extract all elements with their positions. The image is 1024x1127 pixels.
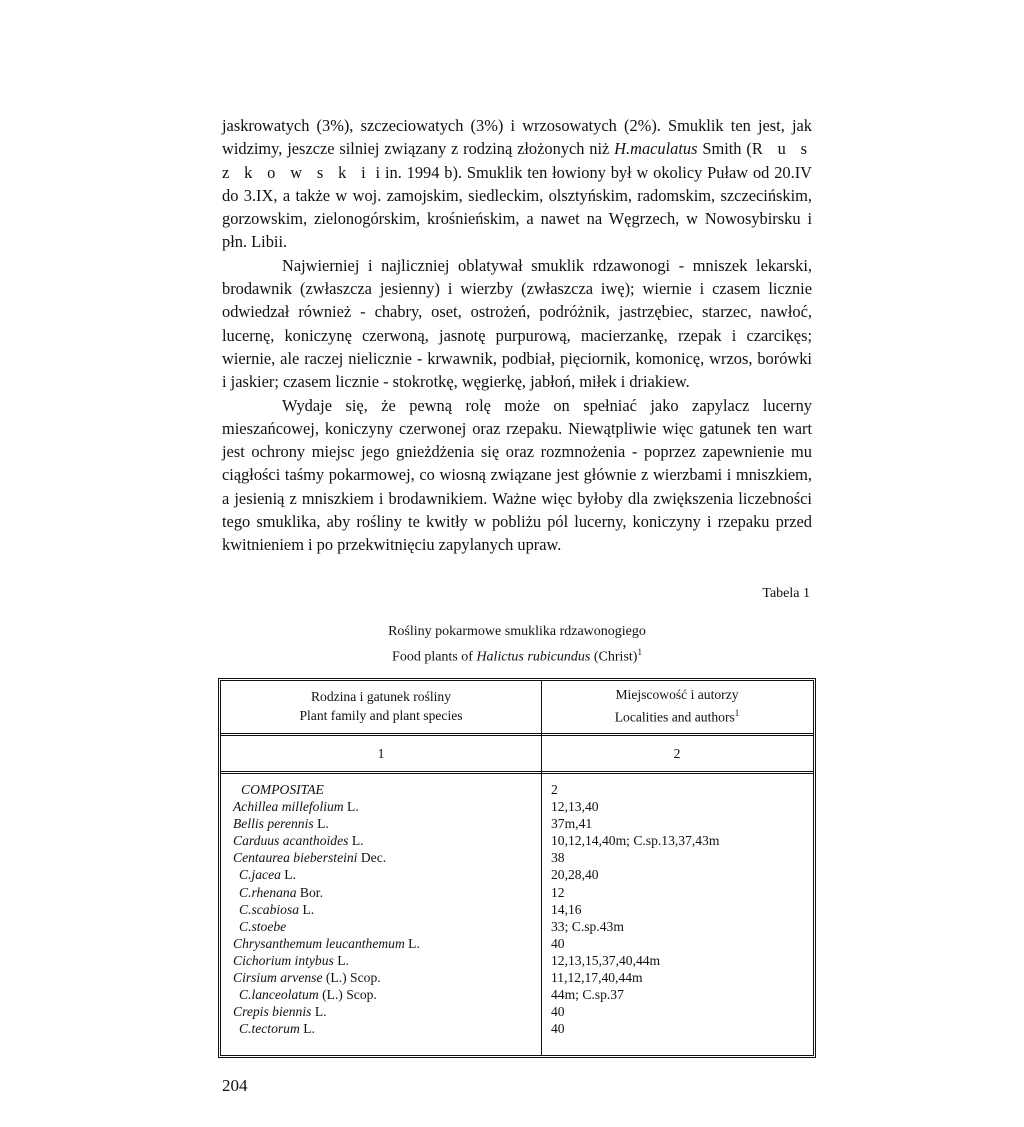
caption-polish: Rośliny pokarmowe smuklika rdzawonogiego [388,624,646,639]
table-row [221,952,813,969]
table-row [221,1020,813,1037]
column-number-1: 1 [377,745,385,761]
localities-cell: 33; C.sp.43m [551,918,624,934]
food-plants-table [218,678,816,1058]
table-row [221,815,813,832]
localities-cell: 40 [551,935,565,951]
plant-name-cell: C.rhenana Bor. [239,884,323,900]
localities-cell: 11,12,17,40,44m [551,970,643,986]
table-row [221,781,813,798]
table-row [221,935,813,952]
localities-cell: 38 [551,850,565,866]
table-row [221,798,813,815]
plant-name-cell: Bellis perennis L. [233,816,329,832]
plant-name-cell: Centaurea biebersteini Dec. [233,850,387,866]
table-row [221,918,813,935]
plant-name-cell: C.lanceolatum (L.) Scop. [239,987,377,1003]
localities-cell: 12,13,15,37,40,44m [551,952,661,968]
column-number-2: 2 [673,745,681,761]
localities-cell: 12 [551,884,565,900]
localities-cell: 40 [551,1021,565,1037]
table-row [221,969,813,986]
localities-cell: 44m; C.sp.37 [551,987,624,1003]
table-row [221,849,813,866]
plant-name-cell: C.scabiosa L. [239,901,315,917]
localities-cell: 40 [551,1004,565,1020]
plant-name-cell: C.tectorum L. [239,1021,315,1037]
header-plant-family: Rodzina i gatunek rośliny Plant family and plant species [299,689,463,723]
column-number-row [221,737,813,769]
numbers-separator [221,771,813,774]
plant-name-cell: Chrysanthemum leucanthemum L. [233,935,420,951]
header-separator [221,733,813,736]
plant-name-cell: COMPOSITAE [241,782,324,797]
plant-name-cell: Cirsium arvense (L.) Scop. [233,970,381,986]
localities-cell: 14,16 [551,901,582,917]
localities-cell: 20,28,40 [551,867,599,883]
body-text [222,114,812,557]
page-number: 204 [222,1076,248,1095]
caption-english: Food plants of Halictus rubicundus (Christ)$^1$ [392,647,642,665]
paragraph-1: jaskrowatych (3%), szczeciowatych (3%) i wrzosowatych (2%). Smuklik ten jest, jak widzimy, jeszcze silniej związany z rodziną złożonych niż H.maculatus Smith (R u s z k o w s k i i in. 1994 b). Smuklik ten łowiony był w okolicy Puław od 20.IV do 3.IX, a także w woj. zamojskim, siedleckim, olsztyńskim, radomskim, szczecińskim, gorzowskim, zielonogórskim, krośnieńskim, a nawet na Węgrzech, w Nowosybirsku i płn. Libii. [222,116,813,252]
table-row [221,884,813,901]
plant-name-cell: Crepis biennis L. [233,1004,327,1020]
table-row [221,986,813,1003]
paragraph-2: Najwierniej i najliczniej oblatywał smuklik rdzawonogi - mniszek lekarski, brodawnik (zwłaszcza jesienny) i wierzby (zwłaszcza iwę); wiernie i czasem licznie odwiedzał również - chabry, oset, ostrożeń, podróżnik, jastrzębiec, starzec, nawłoć, lucernę, koniczynę czerwoną, jasnotę purpurową, macierzankę, rzepak i czarcikęs; wiernie, ale raczej nielicznie - krwawnik, podbiał, pięciornik, komonicę, wrzos, borówki i jaskier; czasem licznie - stokrotkę, węgierkę, jabłoń, miłek i driakiew. [222,255,812,392]
table-row [221,901,813,918]
table-row [221,866,813,883]
table-body [221,781,813,1037]
localities-cell: 37m,41 [551,816,593,832]
header-localities: Miejscowość i autorzy Localities and authors$^1$ [614,687,740,725]
plant-name-cell: C.jacea L. [239,867,297,883]
author-name: R u s z k o w s k i [222,139,812,182]
paragraph-3: Wydaje się, że pewną rolę może on spełniać jako zapylacz lucerny mieszańcowej, koniczyny czerwonej oraz rzepaku. Niewątpliwie więc gatunek ten wart jest ochrony miejsc jego gnieżdżenia się oraz rozmnożenia - poprzez zapewnienie mu ciągłości taśmy pokarmowej, co wiosną związane jest głównie z wierzbami i mniszkiem, a jesienią z mniszkiem i brodawnikiem. Ważne więc byłoby dla zwiększenia liczebności tego smuklika, aby rośliny te kwitły w pobliżu pól lucerny, koniczyny i rzepaku przed kwitnieniem i po przekwitnięciu zapylanych upraw. [222,395,812,555]
species-name: H.maculatus [614,139,698,159]
localities-cell: 12,13,40 [551,799,599,815]
plant-name-cell: Cichorium intybus L. [233,952,349,968]
localities-cell: 10,12,14,40m; C.sp.13,37,43m [551,833,720,849]
localities-cell: 2 [551,782,558,797]
table-caption [222,622,812,668]
plant-name-cell: Achillea millefolium L. [233,799,359,815]
table-label: Tabela 1 [762,586,810,601]
table-row [221,1003,813,1020]
table-row [221,832,813,849]
header-row [221,681,813,731]
plant-name-cell: C.stoebe [239,918,287,934]
plant-name-cell: Carduus acanthoides L. [233,833,364,849]
